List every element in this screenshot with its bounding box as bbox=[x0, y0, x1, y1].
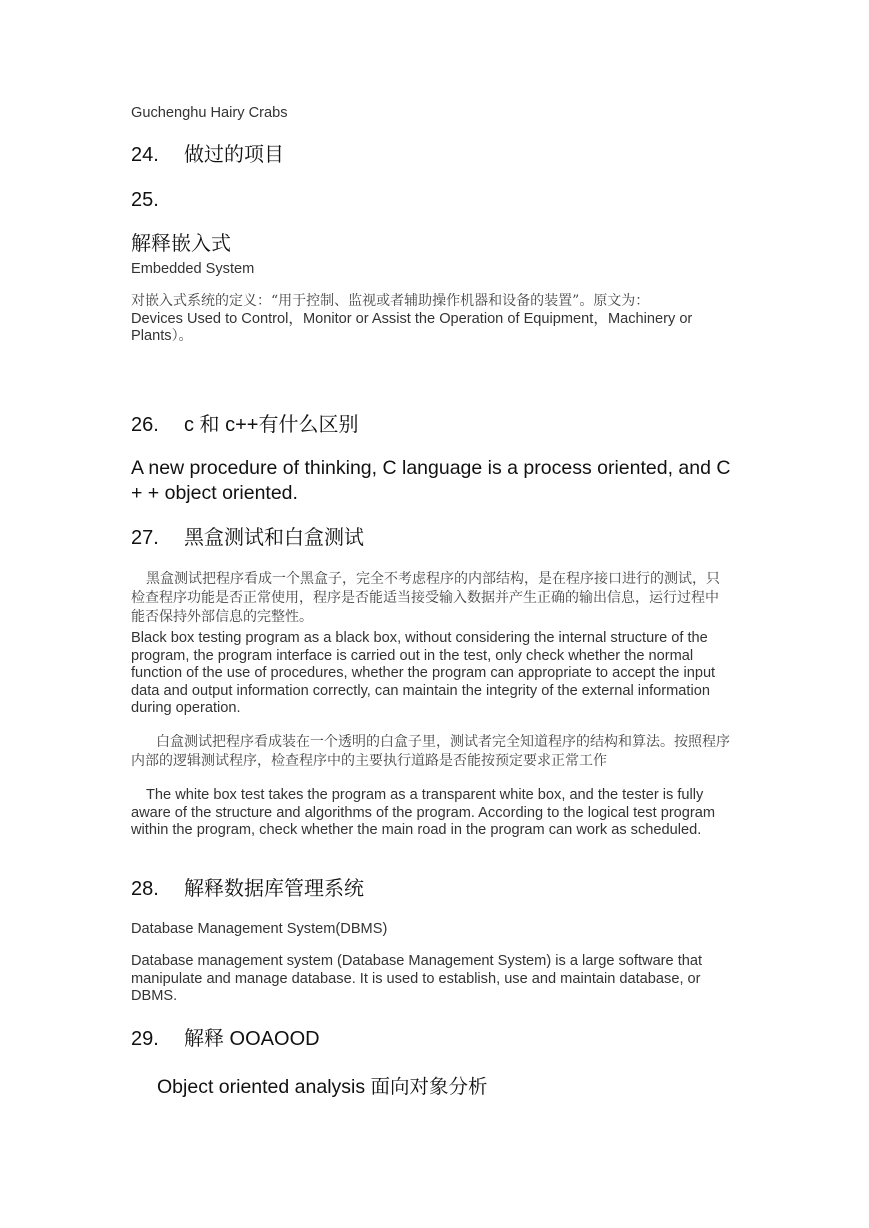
definition-closing: ）。 bbox=[171, 328, 193, 345]
item-28-number: 28. bbox=[131, 878, 159, 900]
item-26-number: 26. bbox=[131, 414, 159, 436]
section-25-definition bbox=[131, 293, 746, 346]
item-24-number: 24. bbox=[131, 144, 159, 166]
item-27-number: 27. bbox=[131, 527, 159, 549]
item-28-subtitle: Database Management System(DBMS) bbox=[131, 921, 388, 937]
section-25-heading: 解释嵌入式 bbox=[131, 233, 231, 255]
item-28-description: Database management system (Database Management System) is a large software that manipulate and manage database. It is used to establish, use and maintain database, or DBMS. bbox=[131, 953, 703, 1005]
item-24-title: 做过的项目 bbox=[184, 144, 284, 166]
section-25-subtitle: Embedded System bbox=[131, 261, 255, 277]
item-29-number: 29. bbox=[131, 1028, 159, 1050]
item-26-heading bbox=[131, 413, 358, 437]
item-27-title: 黑盒测试和白盒测试 bbox=[184, 527, 364, 549]
item-29-title: 解释 OOAOOD bbox=[184, 1028, 320, 1050]
item-25-heading bbox=[131, 188, 184, 212]
intro-title: Guchenghu Hairy Crabs bbox=[131, 105, 288, 121]
black-box-english: Black box testing program as a black box, without considering the internal structure of the program, the program interface is carried out in the test, only check whether the normal function of the use of procedures, whether the program can appropriate to accept the input data and output information correctly, can maintain the integrity of the external information during operation. bbox=[131, 630, 716, 717]
item-24-heading bbox=[131, 143, 284, 167]
item-26-answer: A new procedure of thinking, C language is a process oriented, and C + + object oriented. bbox=[131, 457, 731, 504]
item-28-title: 解释数据库管理系统 bbox=[184, 878, 364, 900]
white-box-english: The white box test takes the program as a transparent white box, and the tester is fully aware of the structure and algorithms of the program. According to the logical test program within the program, check whether the main road in the program can work as scheduled. bbox=[131, 787, 716, 839]
definition-chinese: 对嵌入式系统的定义：“用于控制、监视或者辅助操作机器和设备的装置”。原文为： bbox=[131, 293, 650, 309]
item-29-line-1: Object oriented analysis 面向对象分析 bbox=[157, 1076, 488, 1098]
item-25-number: 25. bbox=[131, 189, 159, 211]
white-box-chinese: 白盒测试把程序看成装在一个透明的白盒子里，测试者完全知道程序的结构和算法。按照程序内部的逻辑测试程序，检查程序中的主要执行道路是否能按预定要求正常工作 bbox=[131, 734, 730, 769]
item-27-heading bbox=[131, 526, 364, 550]
definition-english: Devices Used to Control，Monitor or Assist the Operation of Equipment，Machinery or Plants bbox=[131, 310, 693, 345]
item-29-heading bbox=[131, 1027, 320, 1051]
item-26-title: c 和 c++有什么区别 bbox=[184, 414, 359, 436]
item-28-heading bbox=[131, 877, 364, 901]
black-box-chinese: 黑盒测试把程序看成一个黑盒子，完全不考虑程序的内部结构，是在程序接口进行的测试，只检查程序功能是否正常使用，程序是否能适当接受输入数据并产生正确的输出信息，运行过程中能否保持外部信息的完整性。 bbox=[131, 571, 720, 625]
